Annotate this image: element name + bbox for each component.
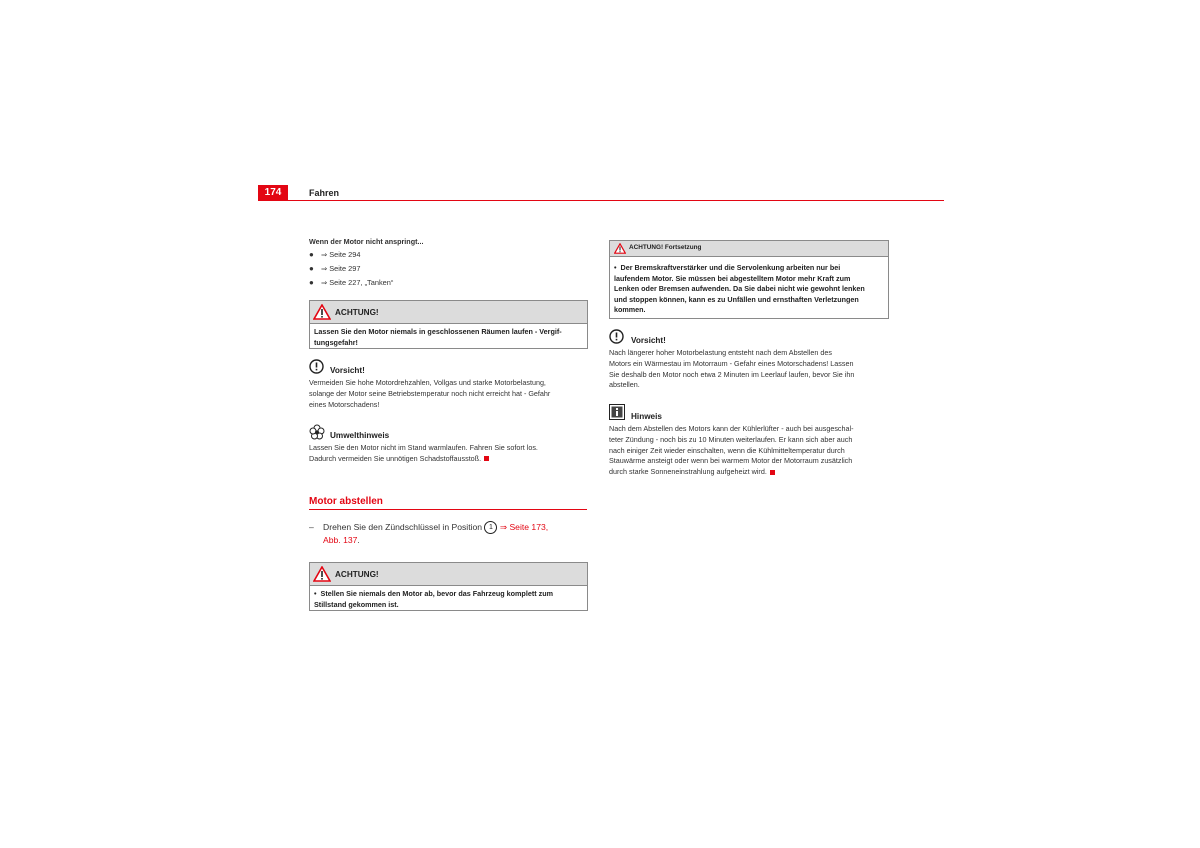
step-text: Drehen Sie den Zündschlüssel in Position	[323, 522, 483, 532]
warning-line: Stillstand gekommen ist.	[314, 599, 399, 609]
caution-line: solange der Motor seine Betriebstemperatur noch nicht erreicht hat - Gefahr	[309, 388, 551, 398]
bullet-icon: ●	[309, 250, 314, 259]
list-item[interactable]	[309, 264, 360, 273]
caution-text	[609, 348, 891, 391]
end-of-section-mark	[770, 470, 775, 475]
warning-line: Lenken oder Bremsen aufwenden. Da Sie dabei nicht wie gewohnt lenken	[614, 284, 865, 294]
bullet-icon: •	[614, 263, 617, 272]
note-line: Stauwärme ansteigt oder wenn bei warmem Motor der Motorraum zusätzlich	[609, 456, 853, 466]
note-title: Hinweis	[631, 412, 662, 421]
warning-box-header	[310, 301, 587, 324]
warning-triangle-icon	[313, 566, 331, 582]
warning-continued-box	[609, 240, 889, 319]
warning-line: tungsgefahr!	[314, 337, 358, 347]
intro-heading: Wenn der Motor nicht anspringt...	[309, 237, 424, 246]
warning-triangle-icon	[313, 304, 331, 320]
caution-line: Sie deshalb den Motor noch etwa 2 Minuten im Leerlauf laufen, bevor Sie ihn	[609, 369, 855, 379]
note-line: nach einiger Zeit wieder einschalten, wenn die Kühlmitteltemperatur durch	[609, 445, 845, 455]
bullet-icon: ●	[309, 264, 314, 273]
list-item[interactable]	[309, 250, 360, 259]
caution-line: Vermeiden Sie hohe Motordrehzahlen, Vollgas und starke Motorbelastung,	[309, 378, 546, 387]
section-divider	[309, 509, 587, 510]
caution-text	[309, 378, 589, 410]
list-item[interactable]	[309, 278, 393, 287]
position-number: 1	[484, 521, 497, 534]
list-item-label: ⇒ Seite 294	[321, 250, 361, 259]
warning-title: ACHTUNG!	[335, 570, 379, 579]
caution-icon	[309, 359, 324, 374]
warning-box	[309, 562, 588, 611]
reference-list	[309, 250, 589, 290]
info-icon	[609, 404, 625, 420]
warning-box-header	[310, 563, 587, 586]
chapter-title: Fahren	[309, 188, 340, 198]
warning-line: kommen.	[614, 305, 646, 315]
note-line: teter Zündung - noch bis zu 10 Minuten weiterlaufen. Er kann sich aber auch	[609, 434, 853, 444]
note-text	[609, 424, 891, 478]
list-item-label: ⇒ Seite 297	[321, 264, 361, 273]
step-dash: –	[309, 522, 314, 532]
environment-text	[309, 443, 589, 465]
warning-line: Stellen Sie niemals den Motor ab, bevor das Fahrzeug komplett zum	[320, 589, 553, 598]
warning-text	[310, 586, 587, 613]
note-line: Nach dem Abstellen des Motors kann der Kühlerlüfter - auch bei ausgeschal-	[609, 424, 854, 433]
environment-line: Lassen Sie den Motor nicht im Stand warmlaufen. Fahren Sie sofort los.	[309, 443, 538, 452]
warning-text	[610, 257, 888, 319]
flower-icon	[309, 424, 325, 440]
caution-line: Motors ein Wärmestau im Motorraum - Gefahr eines Motorschadens! Lassen	[609, 358, 854, 368]
environment-line: Dadurch vermeiden Sie unnötigen Schadstoffausstoß.	[309, 453, 482, 463]
header-divider	[258, 200, 944, 201]
step-instruction	[309, 521, 589, 547]
warning-triangle-icon	[614, 243, 626, 254]
bullet-icon: •	[314, 589, 317, 598]
caution-line: Nach längerer hoher Motorbelastung entsteht nach dem Abstellen des	[609, 348, 832, 357]
list-item-label: ⇒ Seite 227, „Tanken“	[321, 278, 394, 287]
warning-line: Der Bremskraftverstärker und die Servolenkung arbeiten nur bei	[620, 263, 841, 272]
end-of-section-mark	[484, 456, 489, 461]
caution-title: Vorsicht!	[631, 336, 666, 345]
environment-title: Umwelthinweis	[330, 431, 390, 440]
warning-continued-title: ACHTUNG! Fortsetzung	[629, 244, 702, 251]
caution-icon	[609, 329, 624, 344]
warning-title: ACHTUNG!	[335, 308, 379, 317]
caution-title: Vorsicht!	[330, 366, 365, 375]
warning-box-header	[610, 241, 888, 257]
warning-line: Lassen Sie den Motor niemals in geschlossenen Räumen laufen - Vergif-	[314, 327, 562, 336]
warning-box	[309, 300, 588, 349]
page-reference-link[interactable]: ⇒ Seite 173,	[499, 522, 549, 532]
step-end: .	[357, 535, 360, 546]
caution-line: abstellen.	[609, 380, 640, 390]
caution-line: eines Motorschadens!	[309, 399, 380, 409]
section-title: Motor abstellen	[309, 496, 383, 507]
warning-line: laufendem Motor. Sie müssen bei abgestelltem Motor mehr Kraft zum	[614, 273, 851, 283]
warning-text	[310, 324, 587, 351]
warning-line: und stoppen können, kann es zu Unfällen und ernsthaften Verletzungen	[614, 294, 859, 304]
bullet-icon: ●	[309, 278, 314, 287]
figure-reference-link[interactable]: Abb. 137	[323, 535, 358, 546]
page-number: 174	[258, 185, 288, 201]
note-line: durch starke Sonneneinstrahlung aufgeheizt wird.	[609, 467, 767, 477]
